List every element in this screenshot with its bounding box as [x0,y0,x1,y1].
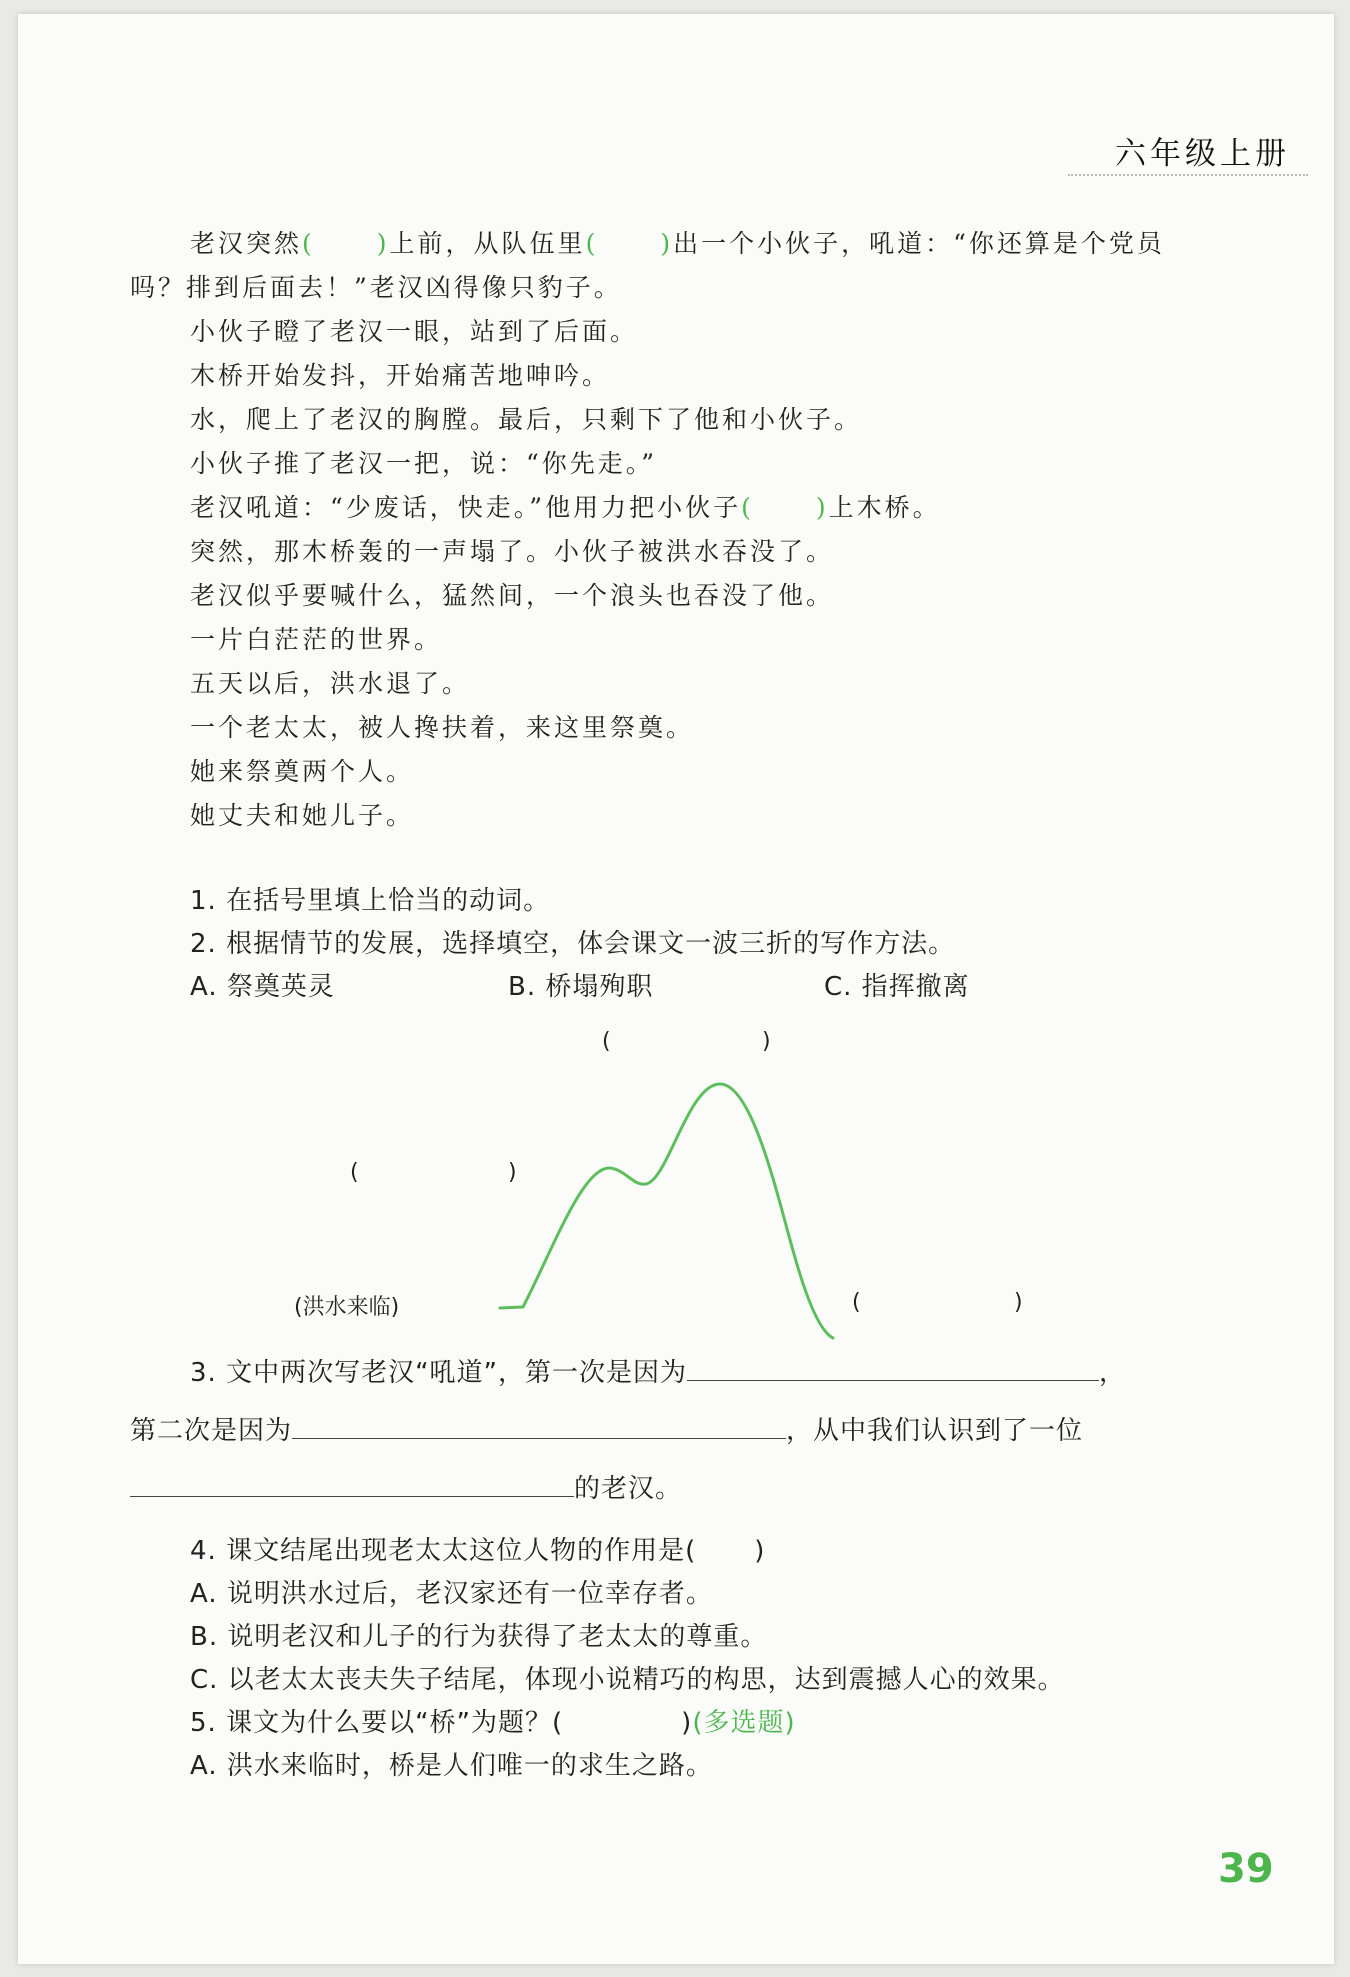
question-4: 4. 课文结尾出现老太太这位人物的作用是( ) [190,1536,766,1566]
story-line-4: 木桥开始发抖，开始痛苦地呻吟。 [190,361,611,390]
story-line-10: 一片白茫茫的世界。 [190,625,443,654]
story-line-14: 她丈夫和她儿子。 [190,801,415,830]
story-text: 老汉吼道：“少废话，快走。”他用力把小伙子 [190,493,742,522]
story-line-3: 小伙子瞪了老汉一眼，站到了后面。 [190,317,639,346]
question-2: 2. 根据情节的发展，选择填空，体会课文一波三折的写作方法。 [190,929,956,959]
story-line-7: 老汉吼道：“少废话，快走。”他用力把小伙子( )上木桥。 [190,493,941,522]
story-text: 出一个小伙子，吼道：“你还算是个党员 [673,229,1165,258]
question-5: 5. 课文为什么要以“桥”为题？( )(多选题) [190,1708,796,1738]
blank-top-open: ( [602,1029,611,1054]
story-line-2: 吗？排到后面去！”老汉凶得像只豹子。 [130,273,622,302]
question-3-text: 的老汉。 [574,1474,683,1504]
question-5-option-a: A. 洪水来临时，桥是人们唯一的求生之路。 [190,1751,713,1781]
grade-label: 六年级上册 [1115,136,1290,172]
question-3-text: ，从中我们认识到了一位 [786,1416,1084,1446]
question-3-line-2 [130,1408,1083,1447]
answer-line-2[interactable] [292,1408,786,1439]
question-4-option-c: C. 以老太太丧夫失子结尾，体现小说精巧的构思，达到震撼人心的效果。 [190,1665,1065,1695]
answer-line-1[interactable] [687,1350,1099,1381]
question-5-text: 5. 课文为什么要以“桥”为题？( [190,1708,564,1738]
blank-left-answer[interactable] [366,1160,506,1192]
story-text: 老汉突然 [190,229,303,258]
story-line-5: 水，爬上了老汉的胸膛。最后，只剩下了他和小伙子。 [190,405,863,434]
story-line-11: 五天以后，洪水退了。 [190,669,471,698]
story-text: 上前，从队伍里 [389,229,586,258]
page-number: 39 [1218,1846,1274,1892]
question-3-line-3 [130,1466,682,1505]
blank-right-open: ( [852,1290,861,1315]
blank-right-close: ) [1014,1290,1023,1315]
story-line-1: 老汉突然( )上前，从队伍里( )出一个小伙子，吼道：“你还算是个党员 [190,229,1165,258]
story-line-8: 突然，那木桥轰的一声塌了。小伙子被洪水吞没了。 [190,537,835,566]
blank-right-answer[interactable] [868,1290,1012,1322]
question-3-text: 第二次是因为 [130,1416,293,1446]
question-4-text: 4. 课文结尾出现老太太这位人物的作用是( [190,1536,697,1566]
option-a: A. 祭奠英灵 [190,972,335,1002]
question-3-text: 3. 文中两次写老汉“吼道”，第一次是因为 [190,1358,688,1388]
blank-top-answer[interactable] [618,1029,760,1061]
option-c: C. 指挥撤离 [824,972,970,1002]
blank-top-close: ) [762,1029,771,1054]
question-4-option-b: B. 说明老汉和儿子的行为获得了老太太的尊重。 [190,1622,768,1652]
option-b: B. 桥塌殉职 [508,972,654,1002]
question-1: 1. 在括号里填上恰当的动词。 [190,886,551,916]
plot-curve [500,1084,833,1338]
story-line-12: 一个老太太，被人搀扶着，来这里祭奠。 [190,713,695,742]
story-text: 上木桥。 [828,493,941,522]
question-3-line-1: 3. 文中两次写老汉“吼道”，第一次是因为 ， [190,1350,1126,1389]
blank-left-open: ( [350,1160,359,1185]
story-line-6: 小伙子推了老汉一把，说：“你先走。” [190,449,658,478]
flood-start-label: (洪水来临) [294,1295,400,1320]
story-line-9: 老汉似乎要喊什么，猛然间，一个浪头也吞没了他。 [190,581,835,610]
answer-line-3[interactable] [130,1466,574,1497]
blank-left-close: ) [508,1160,517,1185]
workbook-page [18,14,1334,1964]
story-line-13: 她来祭奠两个人。 [190,757,415,786]
multi-choice-tag: (多选题) [692,1708,796,1738]
question-4-option-a: A. 说明洪水过后，老汉家还有一位幸存者。 [190,1579,713,1609]
